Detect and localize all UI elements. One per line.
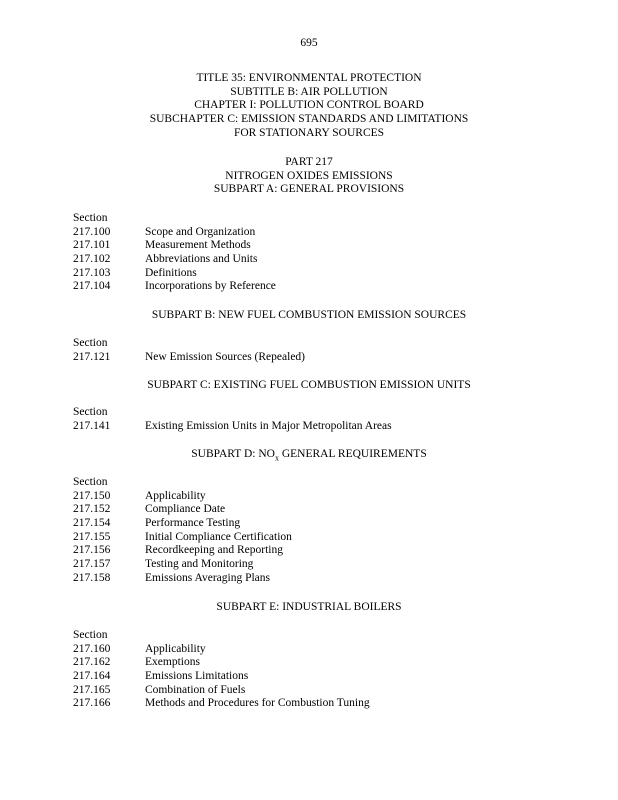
subpart-a-heading: SUBPART A: GENERAL PROVISIONS — [213, 183, 405, 196]
subpart-d-heading-subscript: x — [274, 453, 279, 463]
section-row — [73, 490, 553, 504]
section-number: 217.154 — [73, 517, 111, 530]
section-row — [73, 558, 553, 572]
section-number: 217.160 — [73, 642, 111, 655]
section-row — [73, 670, 553, 684]
section-title: Emissions Averaging Plans — [145, 571, 271, 584]
subtitle-heading: SUBTITLE B: AIR POLLUTION — [230, 85, 388, 98]
section-row — [73, 697, 553, 711]
section-title: Methods and Procedures for Combustion Tuning — [145, 697, 370, 710]
section-number: 217.104 — [73, 280, 111, 293]
section-number: 217.155 — [73, 530, 111, 543]
subpart-e-heading: SUBPART E: INDUSTRIAL BOILERS — [216, 601, 402, 613]
chapter-heading: CHAPTER I: POLLUTION CONTROL BOARD — [194, 99, 424, 112]
subpart-c-section-list — [73, 406, 553, 433]
section-row — [73, 656, 553, 670]
section-label: Section — [73, 406, 108, 418]
subchapter-heading-cont: FOR STATIONARY SOURCES — [233, 126, 385, 139]
section-title: Applicability — [145, 489, 206, 502]
section-number: 217.156 — [73, 544, 111, 557]
section-row — [73, 517, 553, 531]
part-name: NITROGEN OXIDES EMISSIONS — [225, 169, 393, 182]
section-label: Section — [73, 337, 108, 349]
section-row — [73, 684, 553, 698]
subpart-d-heading-rest: GENERAL REQUIREMENTS — [278, 448, 427, 460]
subpart-d-heading-text: SUBPART D: NO — [191, 448, 275, 460]
section-number: 217.157 — [73, 558, 111, 571]
section-title: Definitions — [145, 266, 197, 279]
section-title: Combination of Fuels — [145, 683, 246, 696]
section-title: Incorporations by Reference — [145, 280, 276, 293]
section-title: Measurement Methods — [145, 239, 251, 252]
subpart-b-heading: SUBPART B: NEW FUEL COMBUSTION EMISSION SOURCES — [151, 309, 467, 321]
section-title: Emissions Limitations — [145, 670, 249, 683]
section-number: 217.164 — [73, 670, 111, 683]
section-row — [73, 420, 553, 434]
section-row — [73, 544, 553, 558]
subpart-d-heading — [0, 448, 618, 465]
section-number: 217.150 — [73, 489, 111, 502]
section-title: Recordkeeping and Reporting — [145, 544, 283, 557]
section-number: 217.100 — [73, 225, 111, 238]
section-number: 217.121 — [73, 350, 111, 363]
subpart-e-section-list — [73, 629, 553, 711]
section-row — [73, 643, 553, 657]
section-title: Existing Emission Units in Major Metropolitan Areas — [145, 419, 392, 432]
section-title: Applicability — [145, 642, 206, 655]
section-number: 217.162 — [73, 656, 111, 669]
title-heading: TITLE 35: ENVIRONMENTAL PROTECTION — [196, 72, 422, 84]
section-title: Scope and Organization — [145, 225, 256, 238]
section-row — [73, 226, 553, 240]
section-title: Compliance Date — [145, 503, 226, 516]
section-row — [73, 239, 553, 253]
section-number: 217.103 — [73, 266, 111, 279]
section-row — [73, 503, 553, 517]
section-title: Testing and Monitoring — [145, 558, 254, 571]
section-number: 217.101 — [73, 239, 111, 252]
subpart-d-section-list — [73, 476, 553, 586]
part-headings — [0, 156, 618, 197]
section-number: 217.141 — [73, 419, 111, 432]
section-label: Section — [73, 629, 108, 641]
section-label: Section — [73, 212, 108, 224]
subchapter-heading: SUBCHAPTER C: EMISSION STANDARDS AND LIMITATIONS — [149, 113, 469, 126]
subpart-a-section-list — [73, 212, 553, 294]
subpart-b-section-list — [73, 337, 553, 364]
subpart-c-heading: SUBPART C: EXISTING FUEL COMBUSTION EMISSION UNITS — [147, 379, 471, 391]
section-number: 217.165 — [73, 683, 111, 696]
section-number: 217.166 — [73, 697, 111, 710]
section-row — [73, 531, 553, 545]
section-title: Exemptions — [145, 656, 200, 669]
section-row — [73, 351, 553, 365]
section-title: Abbreviations and Units — [145, 253, 258, 266]
part-number: PART 217 — [285, 156, 333, 168]
section-row — [73, 253, 553, 267]
section-row — [73, 267, 553, 281]
section-number: 217.152 — [73, 503, 111, 516]
section-number: 217.158 — [73, 571, 111, 584]
page-number: 695 — [300, 37, 318, 49]
section-row — [73, 572, 553, 586]
section-number: 217.102 — [73, 253, 111, 266]
section-row — [73, 280, 553, 294]
section-title: Performance Testing — [145, 517, 241, 530]
section-title: New Emission Sources (Repealed) — [145, 350, 306, 363]
section-label: Section — [73, 476, 108, 488]
section-title: Initial Compliance Certification — [145, 530, 292, 543]
title-headings — [0, 72, 618, 141]
